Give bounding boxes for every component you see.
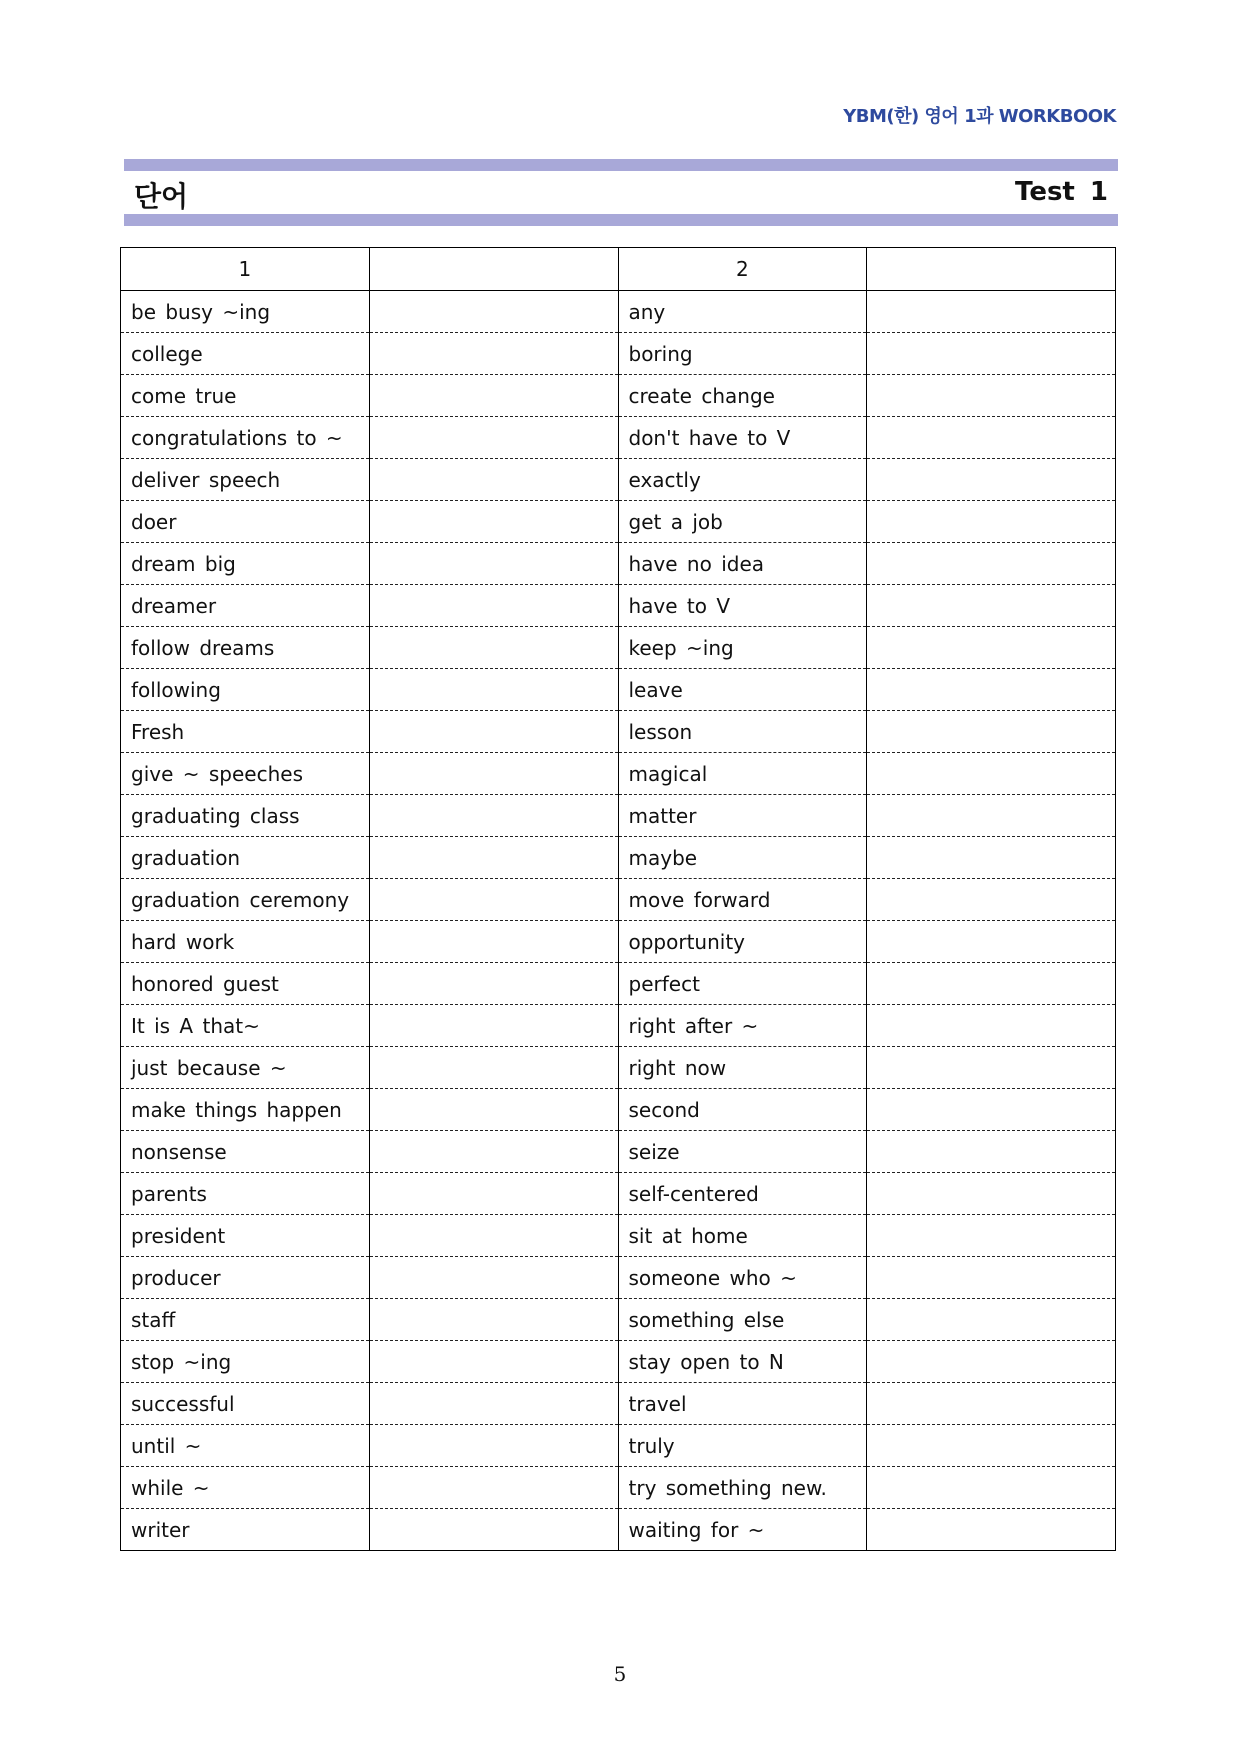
answer-blank-col2[interactable] xyxy=(867,333,1116,375)
column-header-2: 2 xyxy=(618,248,867,291)
table-row xyxy=(121,1215,1116,1257)
answer-blank-col2[interactable] xyxy=(867,1005,1116,1047)
table-row xyxy=(121,1467,1116,1509)
answer-blank-col2[interactable] xyxy=(867,1467,1116,1509)
table-row xyxy=(121,543,1116,585)
word-col2: truly xyxy=(618,1425,867,1467)
table-row xyxy=(121,1173,1116,1215)
answer-blank-col2[interactable] xyxy=(867,1509,1116,1551)
table-row xyxy=(121,1257,1116,1299)
word-col2: leave xyxy=(618,669,867,711)
word-col2: travel xyxy=(618,1383,867,1425)
answer-blank-col1[interactable] xyxy=(369,963,618,1005)
table-row xyxy=(121,1341,1116,1383)
answer-blank-col1[interactable] xyxy=(369,879,618,921)
word-col1: nonsense xyxy=(121,1131,370,1173)
table-row xyxy=(121,963,1116,1005)
answer-blank-col2[interactable] xyxy=(867,1257,1116,1299)
word-col1: honored guest xyxy=(121,963,370,1005)
word-col2: second xyxy=(618,1089,867,1131)
word-col1: graduation ceremony xyxy=(121,879,370,921)
word-col2: perfect xyxy=(618,963,867,1005)
title-bar-bottom xyxy=(124,214,1118,226)
word-col2: self-centered xyxy=(618,1173,867,1215)
table-row xyxy=(121,1383,1116,1425)
answer-blank-col2[interactable] xyxy=(867,1299,1116,1341)
table-row xyxy=(121,711,1116,753)
table-header-row xyxy=(121,248,1116,291)
word-col1: staff xyxy=(121,1299,370,1341)
answer-blank-col1[interactable] xyxy=(369,1425,618,1467)
answer-blank-col1[interactable] xyxy=(369,501,618,543)
answer-blank-col1[interactable] xyxy=(369,1131,618,1173)
answer-blank-col1[interactable] xyxy=(369,375,618,417)
answer-blank-col2[interactable] xyxy=(867,1047,1116,1089)
word-col1: just because ~ xyxy=(121,1047,370,1089)
table-row xyxy=(121,627,1116,669)
word-col2: keep ~ing xyxy=(618,627,867,669)
answer-blank-col1[interactable] xyxy=(369,585,618,627)
answer-blank-col1[interactable] xyxy=(369,543,618,585)
answer-blank-col2[interactable] xyxy=(867,921,1116,963)
answer-blank-col2[interactable] xyxy=(867,753,1116,795)
answer-blank-col1[interactable] xyxy=(369,1509,618,1551)
answer-blank-col2[interactable] xyxy=(867,795,1116,837)
answer-blank-col1[interactable] xyxy=(369,417,618,459)
word-col1: following xyxy=(121,669,370,711)
answer-blank-col2[interactable] xyxy=(867,1131,1116,1173)
word-col1: dream big xyxy=(121,543,370,585)
word-col2: boring xyxy=(618,333,867,375)
table-row xyxy=(121,585,1116,627)
word-col2: waiting for ~ xyxy=(618,1509,867,1551)
table-row xyxy=(121,921,1116,963)
answer-blank-col2[interactable] xyxy=(867,585,1116,627)
page-number: 5 xyxy=(613,1662,627,1686)
answer-blank-col2[interactable] xyxy=(867,1089,1116,1131)
vocabulary-table xyxy=(120,247,1116,1551)
table-row xyxy=(121,459,1116,501)
title-bar-top xyxy=(124,159,1118,171)
word-col1: parents xyxy=(121,1173,370,1215)
answer-blank-col2[interactable] xyxy=(867,627,1116,669)
word-col1: graduating class xyxy=(121,795,370,837)
table-row xyxy=(121,837,1116,879)
word-col1: hard work xyxy=(121,921,370,963)
word-col1: congratulations to ~ xyxy=(121,417,370,459)
table-row xyxy=(121,1509,1116,1551)
answer-blank-col1[interactable] xyxy=(369,1173,618,1215)
answer-blank-col2[interactable] xyxy=(867,291,1116,333)
answer-blank-col1[interactable] xyxy=(369,1383,618,1425)
word-col2: don't have to V xyxy=(618,417,867,459)
answer-blank-col1[interactable] xyxy=(369,1467,618,1509)
word-col1: come true xyxy=(121,375,370,417)
answer-blank-col2[interactable] xyxy=(867,1425,1116,1467)
word-col1: follow dreams xyxy=(121,627,370,669)
table-row xyxy=(121,417,1116,459)
word-col2: have to V xyxy=(618,585,867,627)
column-header-answer-1 xyxy=(369,248,618,291)
answer-blank-col2[interactable] xyxy=(867,963,1116,1005)
answer-blank-col1[interactable] xyxy=(369,627,618,669)
workbook-header-label: YBM(한) 영어 1과 WORKBOOK xyxy=(843,106,1116,127)
answer-blank-col1[interactable] xyxy=(369,1047,618,1089)
answer-blank-col1[interactable] xyxy=(369,669,618,711)
word-col1: be busy ~ing xyxy=(121,291,370,333)
word-col2: any xyxy=(618,291,867,333)
word-col2: exactly xyxy=(618,459,867,501)
word-col1: make things happen xyxy=(121,1089,370,1131)
answer-blank-col1[interactable] xyxy=(369,333,618,375)
test-label: Test 1 xyxy=(1015,177,1108,207)
answer-blank-col2[interactable] xyxy=(867,417,1116,459)
word-col2: have no idea xyxy=(618,543,867,585)
word-col2: move forward xyxy=(618,879,867,921)
column-header-1: 1 xyxy=(121,248,370,291)
word-col2: someone who ~ xyxy=(618,1257,867,1299)
column-header-answer-2 xyxy=(867,248,1116,291)
word-col2: seize xyxy=(618,1131,867,1173)
word-col1: dreamer xyxy=(121,585,370,627)
answer-blank-col1[interactable] xyxy=(369,1341,618,1383)
table-row xyxy=(121,753,1116,795)
table-row xyxy=(121,375,1116,417)
answer-blank-col1[interactable] xyxy=(369,291,618,333)
word-col2: magical xyxy=(618,753,867,795)
table-row xyxy=(121,1299,1116,1341)
answer-blank-col2[interactable] xyxy=(867,711,1116,753)
word-col1: give ~ speeches xyxy=(121,753,370,795)
word-col1: writer xyxy=(121,1509,370,1551)
answer-blank-col2[interactable] xyxy=(867,1341,1116,1383)
answer-blank-col2[interactable] xyxy=(867,501,1116,543)
page-title: 단어 xyxy=(134,180,189,213)
word-col1: producer xyxy=(121,1257,370,1299)
table-row xyxy=(121,291,1116,333)
word-col1: successful xyxy=(121,1383,370,1425)
table-row xyxy=(121,1131,1116,1173)
answer-blank-col2[interactable] xyxy=(867,459,1116,501)
word-col1: It is A that~ xyxy=(121,1005,370,1047)
word-col1: stop ~ing xyxy=(121,1341,370,1383)
table-row xyxy=(121,1089,1116,1131)
answer-blank-col2[interactable] xyxy=(867,1173,1116,1215)
word-col1: college xyxy=(121,333,370,375)
word-col2: right now xyxy=(618,1047,867,1089)
word-col2: maybe xyxy=(618,837,867,879)
word-col2: lesson xyxy=(618,711,867,753)
answer-blank-col2[interactable] xyxy=(867,375,1116,417)
word-col1: deliver speech xyxy=(121,459,370,501)
table-row xyxy=(121,795,1116,837)
word-col2: something else xyxy=(618,1299,867,1341)
table-row xyxy=(121,333,1116,375)
answer-blank-col1[interactable] xyxy=(369,1299,618,1341)
word-col2: create change xyxy=(618,375,867,417)
word-col2: opportunity xyxy=(618,921,867,963)
table-row xyxy=(121,669,1116,711)
answer-blank-col1[interactable] xyxy=(369,1089,618,1131)
word-col1: while ~ xyxy=(121,1467,370,1509)
word-col2: right after ~ xyxy=(618,1005,867,1047)
answer-blank-col1[interactable] xyxy=(369,1215,618,1257)
vocabulary-table-body xyxy=(121,291,1116,1551)
answer-blank-col1[interactable] xyxy=(369,753,618,795)
table-row xyxy=(121,1425,1116,1467)
word-col1: doer xyxy=(121,501,370,543)
word-col2: matter xyxy=(618,795,867,837)
word-col2: sit at home xyxy=(618,1215,867,1257)
answer-blank-col2[interactable] xyxy=(867,837,1116,879)
answer-blank-col2[interactable] xyxy=(867,1215,1116,1257)
word-col2: get a job xyxy=(618,501,867,543)
answer-blank-col1[interactable] xyxy=(369,459,618,501)
answer-blank-col1[interactable] xyxy=(369,1257,618,1299)
answer-blank-col2[interactable] xyxy=(867,1383,1116,1425)
table-row xyxy=(121,501,1116,543)
word-col2: try something new. xyxy=(618,1467,867,1509)
answer-blank-col1[interactable] xyxy=(369,795,618,837)
word-col2: stay open to N xyxy=(618,1341,867,1383)
answer-blank-col2[interactable] xyxy=(867,543,1116,585)
word-col1: until ~ xyxy=(121,1425,370,1467)
answer-blank-col1[interactable] xyxy=(369,1005,618,1047)
word-col1: president xyxy=(121,1215,370,1257)
answer-blank-col2[interactable] xyxy=(867,669,1116,711)
word-col1: Fresh xyxy=(121,711,370,753)
word-col1: graduation xyxy=(121,837,370,879)
answer-blank-col1[interactable] xyxy=(369,837,618,879)
answer-blank-col2[interactable] xyxy=(867,879,1116,921)
answer-blank-col1[interactable] xyxy=(369,711,618,753)
table-row xyxy=(121,1047,1116,1089)
answer-blank-col1[interactable] xyxy=(369,921,618,963)
table-row xyxy=(121,879,1116,921)
table-row xyxy=(121,1005,1116,1047)
